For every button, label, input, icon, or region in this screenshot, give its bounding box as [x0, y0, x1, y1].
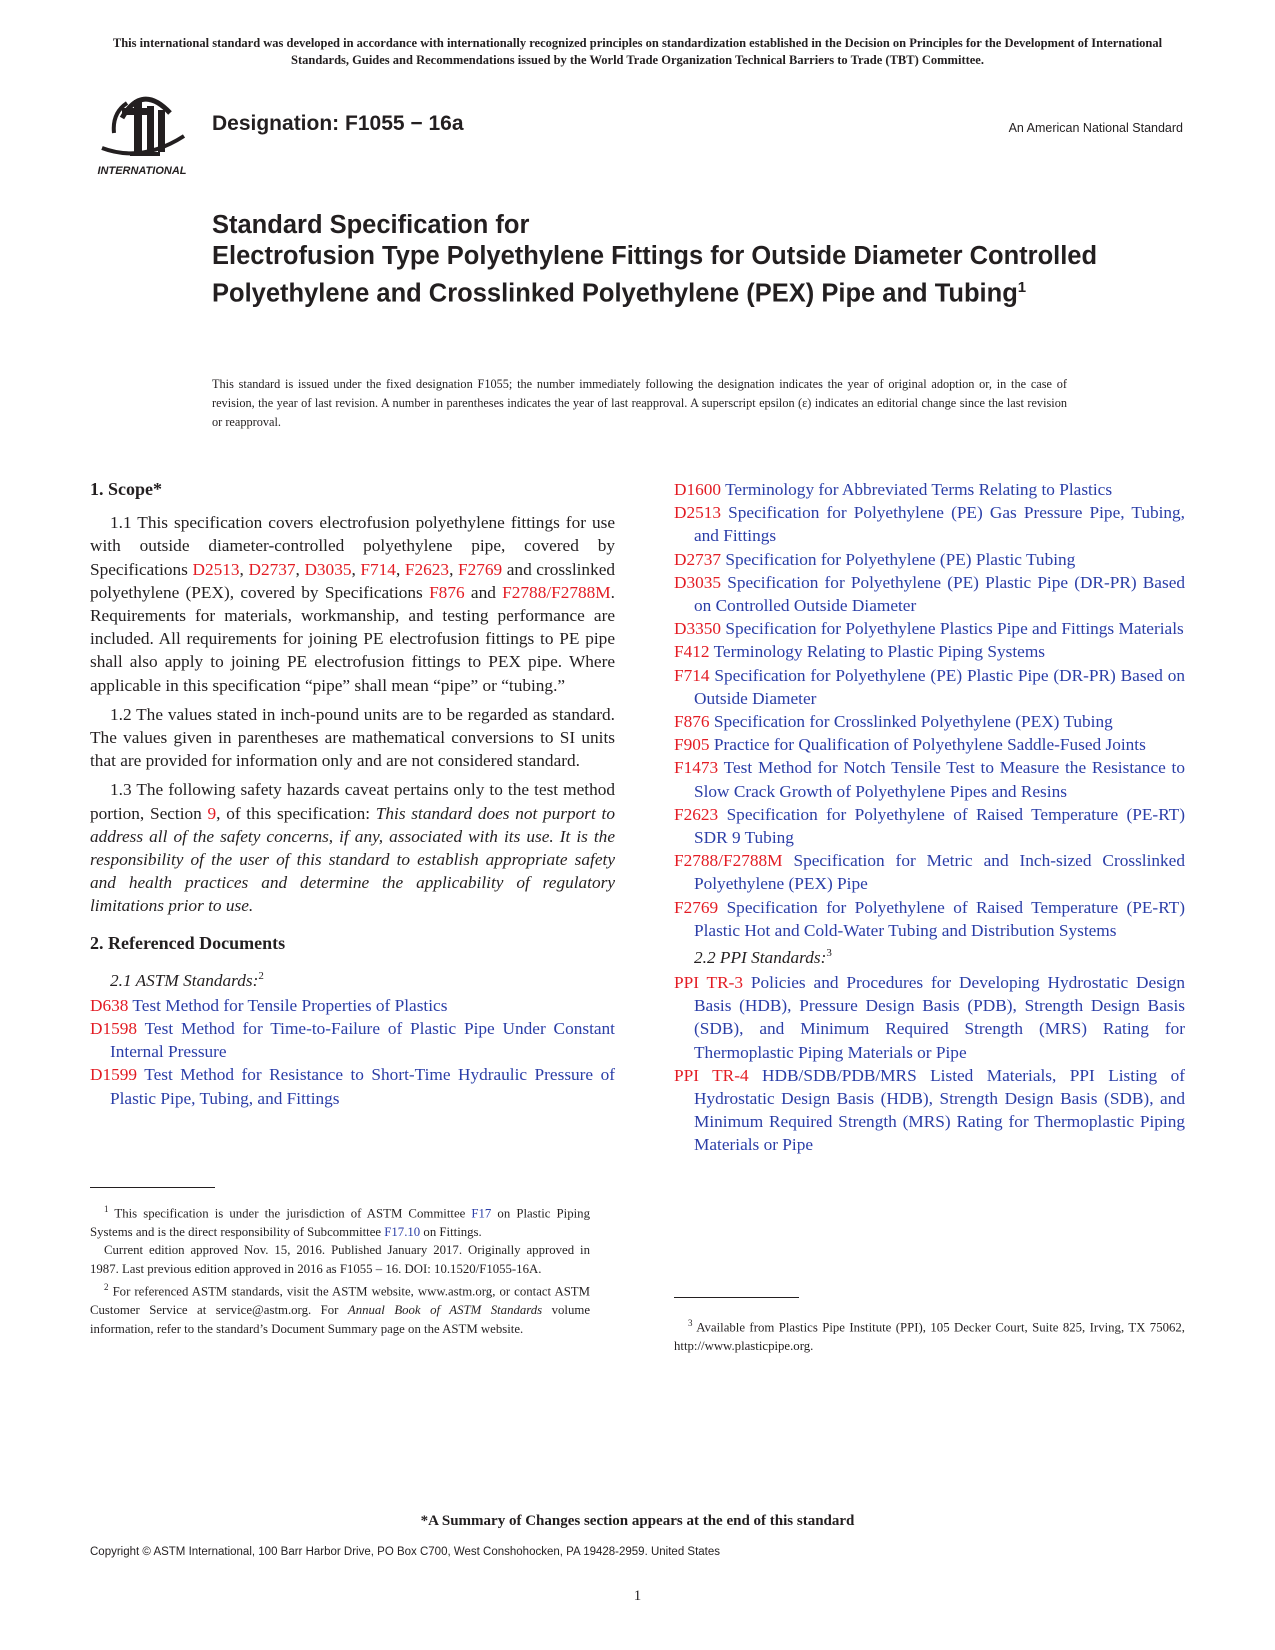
- ref-item[interactable]: [674, 664, 1185, 710]
- footnote-1: $^1$ This specification is under the jurisdiction of ASTM Committee F17 on Plastic Piping Systems and is the direct responsibility of Subcommittee F17.10 on Fittings.: [90, 1204, 590, 1239]
- ref-item[interactable]: [674, 617, 1185, 640]
- ref-item[interactable]: [674, 803, 1185, 849]
- title-line-2: Electrofusion Type Polyethylene Fittings for Outside Diameter Controlled Polyethylene and Crosslinked Polyethylene (PEX) Pipe and Tubing: [212, 242, 1098, 308]
- ref-item[interactable]: [674, 1064, 1185, 1157]
- ref-item[interactable]: D1599 Test Method for Resistance to Short-Time Hydraulic Pressure of Plastic Pipe, Tubing, and Fittings: [90, 1065, 615, 1108]
- ref-title[interactable]: Specification for Polyethylene (PE) Gas Pressure Pipe, Tubing, and Fittings: [694, 503, 1185, 546]
- scope-para-1-3: 1.3 The following safety hazards caveat pertains only to the test method portion, Section 9, of this specification: This standard does not purport to address all of the safety concerns, if any, associated with its use. It is the responsibility of the user of this standard to establish appropriate safety and health practices and determine the applicability of regulatory limitations prior to use.: [90, 780, 615, 916]
- ref-title[interactable]: Specification for Polyethylene (PE) Plastic Pipe (DR-PR) Based on Controlled Outside Diameter: [694, 572, 1186, 616]
- ref-code[interactable]: F714: [674, 665, 710, 685]
- ref-title[interactable]: Specification for Metric and Inch-sized Crosslinked Polyethylene (PEX) Pipe: [694, 851, 1185, 894]
- ref-code[interactable]: F2788/F2788M: [674, 851, 783, 871]
- ref-item[interactable]: [674, 640, 1185, 663]
- ref-item[interactable]: D638 Test Method for Tensile Properties of Plastics: [90, 995, 448, 1015]
- ref-item[interactable]: [674, 733, 1185, 756]
- ref-link[interactable]: F2769: [457, 559, 503, 579]
- subcommittee-link[interactable]: F17.10: [384, 1224, 421, 1239]
- ref-item[interactable]: [674, 896, 1185, 942]
- ref-title[interactable]: Specification for Polyethylene of Raised Temperature (PE-RT) SDR 9 Tubing: [694, 804, 1185, 848]
- right-column: [674, 478, 1185, 1157]
- ref-title[interactable]: Terminology Relating to Plastic Piping Systems: [713, 642, 1046, 662]
- referenced-docs-heading: 2. Referenced Documents: [90, 932, 286, 953]
- ref-code[interactable]: F876: [674, 712, 710, 732]
- left-column: [90, 478, 615, 1110]
- ref-link[interactable]: D3035: [304, 559, 352, 579]
- left-footnotes: [90, 1187, 590, 1338]
- ref-code[interactable]: F1473: [674, 758, 719, 778]
- astm-standards-label: 2.1 ASTM Standards:$^2$: [110, 969, 264, 990]
- tbt-notice: This international standard was developed in accordance with internationally recognized principles on standardization established in the Decision on Principles for the Development of International Standards, Guides and Recommendations issued by the World Trade Organization Technical Barriers to Trade (TBT) Committee.: [112, 36, 1163, 67]
- right-footnotes: [674, 1297, 1185, 1355]
- committee-link[interactable]: F17: [471, 1206, 492, 1221]
- ref-title[interactable]: Specification for Polyethylene Plastics Pipe and Fittings Materials: [725, 619, 1184, 639]
- title-line-1: Standard Specification for: [212, 211, 530, 239]
- ref-title[interactable]: Practice for Qualification of Polyethylene Saddle-Fused Joints: [713, 735, 1146, 755]
- ref-item[interactable]: [674, 971, 1185, 1064]
- footnote-3: $^3$ Available from Plastics Pipe Institute (PPI), 105 Decker Court, Suite 825, Irving, TX 75062, http://www.plasticpipe.org.: [674, 1318, 1185, 1353]
- ref-title[interactable]: Specification for Polyethylene (PE) Plastic Tubing: [725, 549, 1076, 569]
- ref-item[interactable]: [674, 849, 1185, 895]
- ref-item[interactable]: [674, 756, 1185, 802]
- copyright: Copyright © ASTM International, 100 Barr Harbor Drive, PO Box C700, West Conshohocken, PA 19428-2959. United States: [90, 1546, 721, 1558]
- logo-lettering: INTERNATIONAL: [97, 165, 187, 177]
- ref-code[interactable]: D3350: [674, 619, 722, 639]
- scope-heading: 1. Scope*: [90, 479, 162, 499]
- ref-title[interactable]: Terminology for Abbreviated Terms Relating to Plastics: [725, 480, 1113, 499]
- page-number: 1: [633, 1588, 642, 1604]
- ref-link[interactable]: F714: [360, 559, 396, 579]
- ref-title[interactable]: Specification for Polyethylene (PE) Plastic Pipe (DR-PR) Based on Outside Diameter: [694, 665, 1185, 708]
- ref-code[interactable]: F412: [674, 642, 710, 662]
- ppi-standards-label: 2.2 PPI Standards:$^3$: [694, 947, 832, 967]
- ref-title[interactable]: Specification for Polyethylene of Raised Temperature (PE-RT) Plastic Hot and Cold-Water Tubing and Distribution Systems: [694, 897, 1185, 940]
- ref-link[interactable]: F876: [429, 582, 465, 602]
- ref-code[interactable]: D3035: [674, 572, 722, 592]
- ref-code[interactable]: D2737: [674, 549, 722, 569]
- ref-title[interactable]: Policies and Procedures for Developing Hydrostatic Design Basis (HDB), Pressure Design Basis (PDB), Strength Design Basis (SDB), and Minimum Required Strength (MRS) Rating for Thermoplastic Piping Materials or Pipe: [694, 973, 1186, 1062]
- ref-link[interactable]: F2788/F2788M: [502, 582, 611, 602]
- ref-code[interactable]: F2769: [674, 897, 719, 917]
- footnote-2: $^2$ For referenced ASTM standards, visit the ASTM website, www.astm.org, or contact ASTM Customer Service at service@astm.org. For Annual Book of ASTM Standards volume information, refer to the standard’s Document Summary page on the ASTM website.: [90, 1282, 591, 1336]
- ref-item[interactable]: [674, 710, 1185, 733]
- ref-item[interactable]: [674, 571, 1185, 617]
- ref-link[interactable]: D2513: [192, 559, 240, 579]
- section-link[interactable]: 9: [207, 803, 217, 823]
- ref-item[interactable]: [674, 548, 1185, 571]
- ref-link[interactable]: F2623: [404, 559, 450, 579]
- ref-item[interactable]: [674, 478, 1185, 501]
- issued-note: This standard is issued under the fixed designation F1055; the number immediately following the designation indicates the year of original adoption or, in the case of revision, the year of last revision. A number in parentheses indicates the year of last reapproval. A superscript epsilon (ε) indicates an editorial change since the last revision or reapproval.: [212, 377, 1067, 429]
- summary-of-changes-note: *A Summary of Changes section appears at the end of this standard: [420, 1513, 855, 1529]
- ref-code[interactable]: D2513: [674, 503, 722, 523]
- ref-code[interactable]: PPI TR-3: [674, 973, 744, 993]
- ref-item[interactable]: [674, 501, 1185, 547]
- ref-title[interactable]: Specification for Crosslinked Polyethylene (PEX) Tubing: [713, 712, 1113, 732]
- national-standard-label: An American National Standard: [1008, 121, 1183, 135]
- scope-para-1-1: 1.1 This specification covers electrofusion polyethylene fittings for use with outside diameter-controlled polyethylene pipe, covered by Specifications D2513, D2737, D3035, F714, F2623, F2769 and crosslinked polyethylene (PEX), covered by Specifications F876 and F2788/F2788M. Requirements for materials, workmanship, and testing performance are included. All requirements for joining PE electrofusion fittings to PE pipe shall also apply to joining PE electrofusion fittings to PEX pipe. Where applicable in this specification “pipe” shall mean “pipe” or “tubing.”: [90, 513, 616, 695]
- ref-title[interactable]: HDB/SDB/PDB/MRS Listed Materials, PPI Listing of Hydrostatic Design Basis (HDB), Strength Design Basis (SDB), and Minimum Required Strength (MRS) Rating for Thermoplastic Piping Materials or Pipe: [694, 1065, 1185, 1155]
- ref-item[interactable]: D1598 Test Method for Time-to-Failure of Plastic Pipe Under Constant Internal Pressure: [90, 1019, 615, 1062]
- document-title: [212, 210, 1112, 310]
- designation: Designation: F1055 − 16a: [212, 112, 464, 135]
- ref-code[interactable]: PPI TR-4: [674, 1065, 749, 1085]
- footnote-1-edition: Current edition approved Nov. 15, 2016. Published January 2017. Originally approved in 1987. Last previous edition approved in 2016 as F1055 – 16. DOI: 10.1520/F1055-16A.: [90, 1243, 590, 1276]
- astm-logo: [92, 88, 192, 178]
- ref-code[interactable]: D1600: [674, 480, 722, 499]
- title-footnote-mark: 1: [1017, 279, 1027, 296]
- ref-code[interactable]: F905: [674, 735, 710, 755]
- ref-code[interactable]: F2623: [674, 804, 719, 824]
- ref-link[interactable]: D2737: [248, 559, 296, 579]
- ref-title[interactable]: Test Method for Notch Tensile Test to Measure the Resistance to Slow Crack Growth of Polyethylene Pipes and Resins: [694, 758, 1185, 801]
- scope-para-1-2: 1.2 The values stated in inch-pound units are to be regarded as standard. The values given in parentheses are mathematical conversions to SI units that are provided for information only and are not considered standard.: [90, 704, 615, 771]
